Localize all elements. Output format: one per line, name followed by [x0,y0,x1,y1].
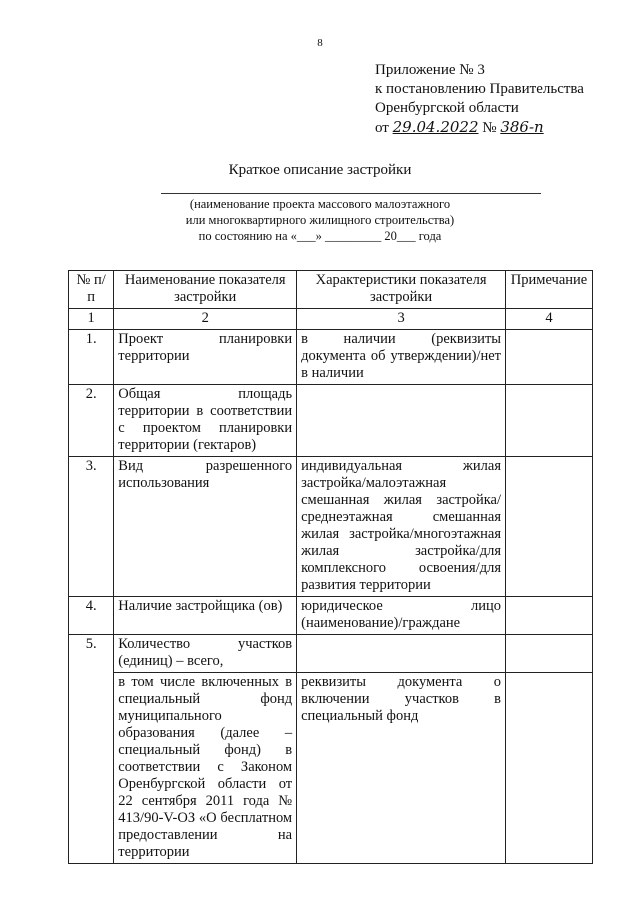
row-note [506,597,593,635]
row-characteristics: реквизиты документа о включении участков в специальный фонд [297,673,506,864]
col-number-1: 1 [69,309,114,330]
annex-line-1: Приложение № 3 [375,62,485,78]
annex-line-3: Оренбургской области [375,100,519,116]
col-number-3: 3 [297,309,506,330]
annex-date-line [375,118,584,138]
column-number-row [69,309,593,330]
row-characteristics [297,385,506,457]
row-number [69,673,114,864]
row-characteristics: в наличии (реквизиты документа об утверждении)/нет в наличии [297,330,506,385]
row-indicator: Вид разрешенного использования [114,457,297,597]
row-number: 5. [69,635,114,673]
subtitle-line-3: по состоянию на «___» _________ 20___ года [198,229,442,243]
document-title: Краткое описание застройки [228,162,412,178]
row-note [506,457,593,597]
annex-line-2: к постановлению Правительства [375,81,584,97]
table-row [69,330,593,385]
row-indicator: Наличие застройщика (ов) [114,597,297,635]
development-table [68,270,593,864]
subtitle-block [0,196,640,244]
row-number: 1. [69,330,114,385]
row-number: 3. [69,457,114,597]
header-indicator-name: Наименование показателя застройки [114,271,297,309]
table-row [69,385,593,457]
annex-block [375,61,584,138]
row-characteristics: индивидуальная жилая застройка/малоэтажная смешанная жилая застройка/среднеэтажная смешанная жилая застройка/многоэтажная жилая застройка/для комплексного освоения/для развития территории [297,457,506,597]
row-indicator: Проект планировки территории [114,330,297,385]
row-note [506,635,593,673]
row-number: 4. [69,597,114,635]
number-prefix: № [482,120,497,136]
handwritten-date: 29.04.2022 [392,118,479,136]
row-note [506,330,593,385]
header-number: № п/п [69,271,114,309]
row-characteristics: юридическое лицо (наименование)/граждане [297,597,506,635]
row-number: 2. [69,385,114,457]
header-characteristics: Характеристики показателя застройки [297,271,506,309]
subtitle-line-2: или многоквартирного жилищного строительства) [185,213,455,227]
table-row [69,457,593,597]
subtitle-line-1: (наименование проекта массового малоэтажного [189,197,451,211]
table-row [69,673,593,864]
table-header-row [69,271,593,309]
col-number-4: 4 [506,309,593,330]
col-number-2: 2 [114,309,297,330]
row-note [506,673,593,864]
name-blank-line [161,193,541,194]
table-row [69,597,593,635]
row-indicator: Количество участков (единиц) – всего, [114,635,297,673]
row-indicator: Общая площадь территории в соответствии с проектом планировки территории (гектаров) [114,385,297,457]
table-row [69,635,593,673]
row-indicator: в том числе включенных в специальный фонд муниципального образования (далее – специальный фонд) в соответствии с Законом Оренбургской области от 22 сентября 2011 года № 413/90-V-ОЗ «О бесплатном предоставлении на территории [114,673,297,864]
row-note [506,385,593,457]
page-number: 8 [317,37,323,49]
row-characteristics [297,635,506,673]
handwritten-number: 386-п [500,118,544,136]
header-note: Примечание [506,271,593,309]
date-prefix: от [375,120,389,136]
